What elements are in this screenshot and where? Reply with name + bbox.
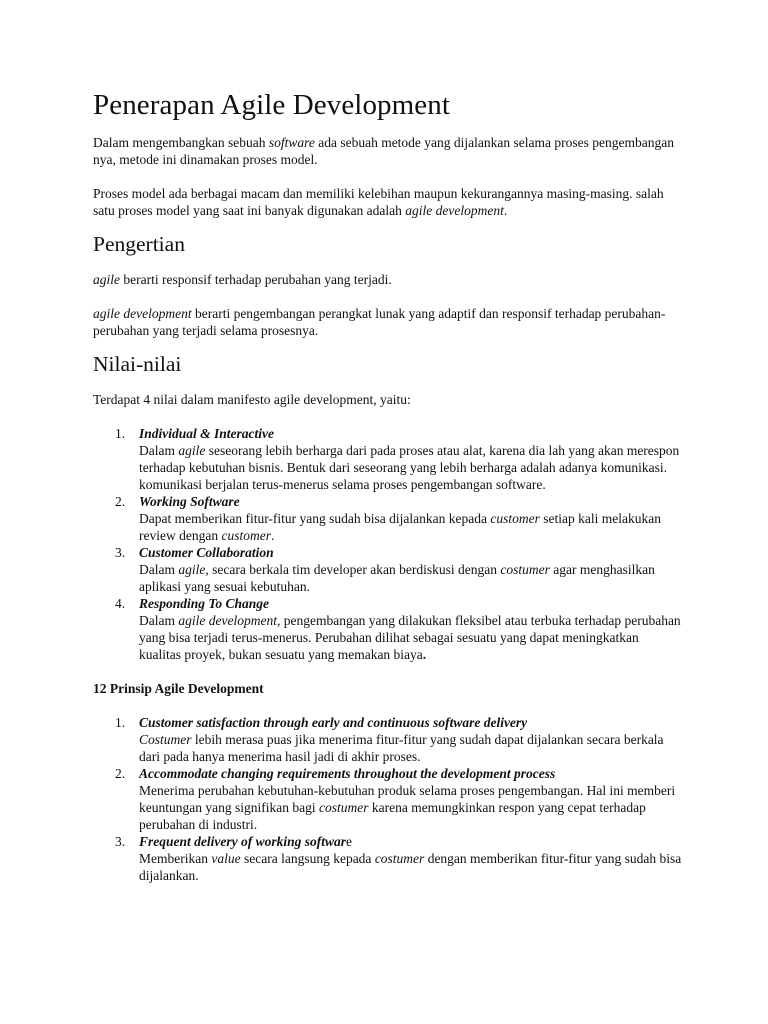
pengertian-paragraph-1	[93, 271, 683, 288]
nilai-list	[93, 425, 683, 663]
list-item-title: Frequent delivery of working softwar	[139, 834, 347, 849]
list-number: 2.	[115, 494, 126, 509]
text-run-italic: agile development	[178, 613, 277, 628]
list-number: 4.	[115, 596, 126, 611]
text-run: agar menghasilkan aplikasi yang sesuai kebutuhan.	[139, 562, 655, 594]
text-run: ada sebuah metode yang dijalankan selama proses pengembangan nya, metode ini dinamakan proses model.	[93, 135, 674, 167]
list-item	[93, 595, 683, 663]
intro-paragraph-2	[93, 185, 683, 219]
text-run-italic: customer	[490, 511, 540, 526]
text-run-italic: agile	[178, 443, 206, 458]
list-item	[93, 544, 683, 595]
text-run: lebih merasa puas jika menerima fitur-fitur yang sudah dapat dijalankan secara berkala dari pada hanya menerima hasil jadi di akhir proses.	[139, 732, 664, 764]
list-item	[93, 765, 683, 833]
text-run: Dalam	[139, 613, 179, 628]
section-heading-nilai: Nilai-nilai	[93, 352, 182, 376]
text-run-italic: value	[211, 851, 241, 866]
list-item-title: Accommodate changing requirements throughout the development process	[139, 766, 556, 781]
text-run: seseorang lebih berharga dari pada proses atau alat, karena dia lah yang akan merespon terhadap kebutuhan bisnis. Bentuk dari seseorang yang lebih berharga adalah adanya komunikasi. komunikasi berjalan terus-menerus selama proses pengembangan software.	[139, 443, 680, 492]
text-run: Dalam mengembangkan sebuah	[93, 135, 269, 150]
text-run: setiap kali melakukan review dengan	[139, 511, 661, 543]
list-number: 3.	[115, 545, 126, 560]
list-item	[93, 833, 683, 884]
text-run: Memberikan	[139, 851, 212, 866]
text-run: .	[270, 528, 275, 543]
list-item-title: Responding To Change	[139, 596, 270, 611]
text-run-italic: agile	[93, 272, 120, 287]
text-run: karena memungkinkan respon yang cepat terhadap perubahan di industri.	[139, 800, 646, 832]
text-run: Dalam	[139, 562, 179, 577]
text-run-italic: costumer	[500, 562, 550, 577]
list-item	[93, 493, 683, 544]
text-run-italic: customer	[221, 528, 271, 543]
intro-paragraph-1	[93, 134, 683, 168]
list-item	[93, 425, 683, 493]
text-run: dengan memberikan fitur-fitur yang sudah bisa dijalankan.	[139, 851, 682, 883]
text-run-italic: agile development	[405, 203, 504, 218]
text-run: Proses model ada berbagai macam dan memiliki kelebihan maupun kekurangannya masing-masing. salah satu proses model yang saat ini banyak digunakan adalah	[93, 186, 664, 218]
nilai-intro: Terdapat 4 nilai dalam manifesto agile development, yaitu:	[93, 392, 411, 407]
text-run: secara langsung kepada	[240, 851, 375, 866]
text-run: berarti pengembangan perangkat lunak yang adaptif dan responsif terhadap perubahan-perubahan yang terjadi selama prosesnya.	[93, 306, 666, 338]
text-run-italic: agile development	[93, 306, 192, 321]
text-run-italic: Costumer	[139, 732, 192, 747]
text-run-italic: agile	[178, 562, 206, 577]
list-item-title: Working Software	[139, 494, 240, 509]
list-item	[93, 714, 683, 765]
list-item-title-tail: e	[346, 834, 353, 849]
list-number: 2.	[115, 766, 126, 781]
section-heading-pengertian: Pengertian	[93, 232, 185, 256]
list-item-title: Customer satisfaction through early and continuous software delivery	[139, 715, 528, 730]
text-run-italic: software	[268, 135, 315, 150]
text-run: Dapat memberikan fitur-fitur yang sudah bisa dijalankan kepada	[139, 511, 491, 526]
text-run: berarti responsif terhadap perubahan yang terjadi.	[120, 272, 392, 287]
text-run: Menerima perubahan kebutuhan-kebutuhan produk selama proses pengembangan. Hal ini memberi keuntungan yang signifikan bagi	[139, 783, 676, 815]
list-item-title: Customer Collaboration	[139, 545, 274, 560]
text-run-bold: .	[422, 647, 427, 662]
list-item-title: Individual & Interactive	[139, 426, 274, 441]
document-page	[93, 88, 683, 884]
list-number: 1.	[115, 715, 126, 730]
text-run-italic: costumer	[318, 800, 369, 815]
prinsip-list	[93, 714, 683, 884]
text-run: , secara berkala tim developer akan berdiskusi dengan	[205, 562, 501, 577]
pengertian-paragraph-2	[93, 305, 683, 339]
list-number: 3.	[115, 834, 126, 849]
text-run: Dalam	[139, 443, 179, 458]
list-number: 1.	[115, 426, 126, 441]
page-title: Penerapan Agile Development	[93, 89, 451, 121]
section-heading-prinsip: 12 Prinsip Agile Development	[93, 681, 264, 696]
text-run-italic: costumer	[374, 851, 425, 866]
text-run: .	[503, 203, 508, 218]
text-run: , pengembangan yang dilakukan fleksibel atau terbuka terhadap perubahan yang bisa terjadi terus-menerus. Perubahan dilihat sebagai sesuatu yang dapat meningkatkan kualitas proyek, bukan sesuatu yang memakan biaya	[139, 613, 681, 662]
